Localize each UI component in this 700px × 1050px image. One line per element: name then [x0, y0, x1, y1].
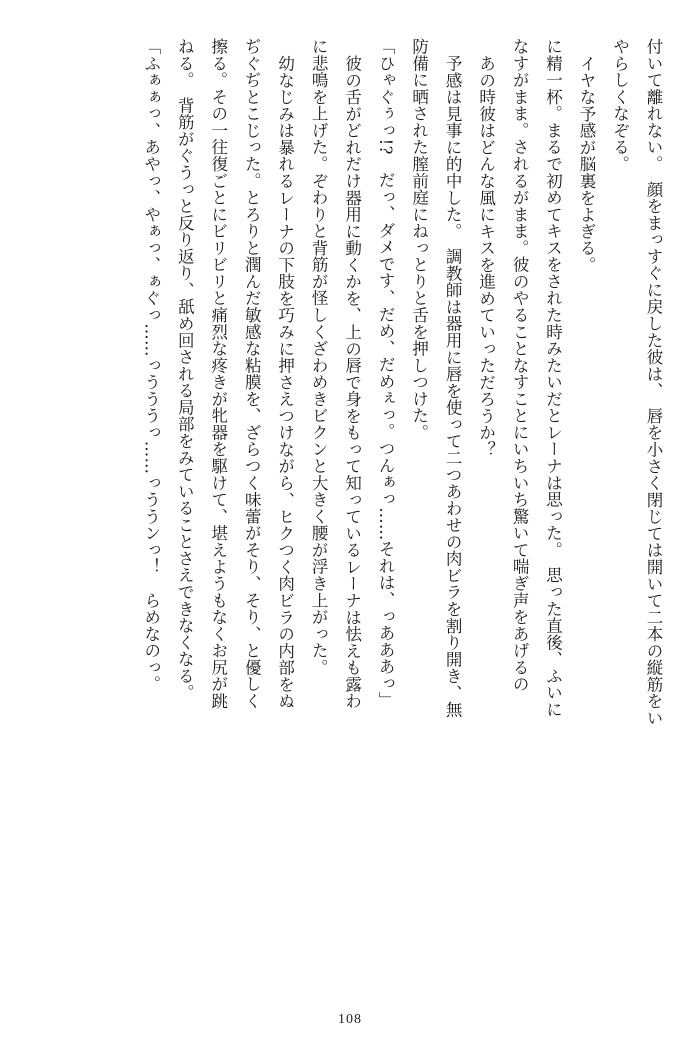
paragraph: 「ふぁぁっ、あやっ、やぁっ、ぁぐっ……っうううっ……っううンっ！ らめなのっ。 — [141, 38, 161, 693]
paragraph: 防備に晒された膣前庭にねっとりと舌を押しつけた。 — [409, 38, 429, 441]
paragraph: なすがまま。されるがまま。彼のやることなすことにいちいち驚いて喘ぎ声をあげるの — [510, 38, 530, 693]
paragraph: に悲鳴を上げた。ぞわりと背筋が怪しくざわめきビクンと大きく腰が浮き上がった。 — [309, 38, 329, 676]
paragraph: ぢぐぢとこじった。とろりと潤んだ敏感な粘膜を、ざらつく味蕾がそり、そり、と優しく — [242, 38, 262, 710]
body-text — [72, 38, 670, 978]
page-number: 108 — [338, 1012, 362, 1027]
paragraph: ねる。 背筋がぐうっと反り返り、舐め回される局部をみていることさえできなくなる。 — [175, 38, 195, 701]
paragraph: 擦る。その一往復ごとにビリビリと痛烈な疼きが牝器を駆けて、堪えようもなくお尻が跳 — [208, 38, 228, 710]
paragraph: 幼なじみは暴れるレーナの下肢を巧みに押さえつけながら、ヒクつく肉ビラの内部をぬ — [275, 54, 295, 709]
paragraph: 彼の舌がどれだけ器用に動くかを、上の唇で身をもって知っているレーナは怯えも露わ — [342, 54, 362, 709]
paragraph: に精一杯。まるで初めてキスをされた時みたいだとレーナは思った。 思った直後、ふいに — [543, 38, 563, 718]
paragraph: 予感は見事に的中した。 調教師は器用に唇を使って二つあわせの肉ビラを割り開き、無 — [443, 54, 463, 718]
paragraph: 付いて離れない。 顔をまっすぐに戻した彼は、 唇を小さく閉じては開いて二本の縦筋をい — [644, 38, 663, 727]
paragraph: あの時彼はどんな風にキスを進めていっただろうか？ — [476, 54, 496, 458]
paragraph: やらしくなぞる。 — [610, 38, 630, 173]
paragraph: イヤな予感が脳裏をよぎる。 — [577, 54, 597, 273]
paragraph: 「ひゃぐぅっ!? だっ、ダメです、だめ、だめぇっ。つんぁっ……それは、っあああっ」 — [376, 38, 396, 709]
